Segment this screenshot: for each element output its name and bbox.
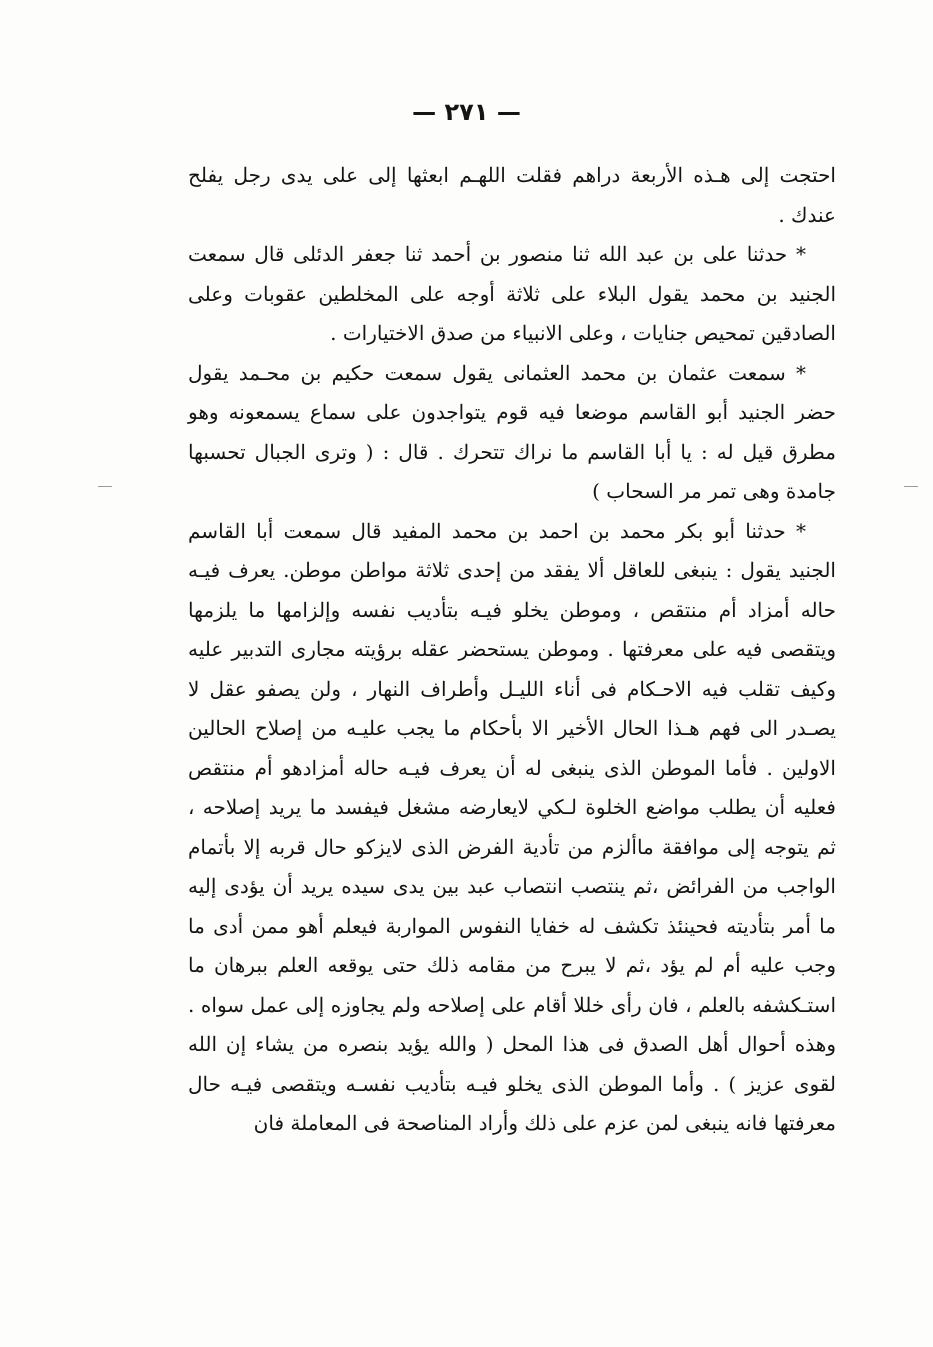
body-text [188,156,836,1144]
paragraph: * سمعت عثمان بن محمد العثمانى يقول سمعت حكيم بن محـمد يقول حضر الجنيد أبو القاسم موضعا فيه قوم يتواجدون على سماع يسمعونه وهو مطرق قيل له : يا أبا القاسم ما نراك تتحرك . قال : ( وترى الجبال تحسبها جامدة وهى تمر مر السحاب ) [188,360,836,503]
scan-mark [98,486,112,487]
page-number: — ٢٧١ — [412,98,521,126]
paragraph: * حدثنا على بن عبد الله ثنا منصور بن أحمد ثنا جعفر الدئلى قال سمعت الجنيد بن محمد يقول البلاء على ثلاثة أوجه على المخلطين عقوبات وعلى الصادقين تمحيص جنايات ، وعلى الانبياء من صدق الاختيارات . [188,242,836,345]
paragraph: * حدثنا أبو بكر محمد بن احمد بن محمد المفيد قال سمعت أبا القاسم الجنيد يقول : ينبغى للعاقل ألا يفقد من إحدى ثلاثة مواطن موطن. يعرف فيـه حاله أمزاد أم منتقص ، وموطن يخلو فيـه بتأديب نفسه وإلزامها ما يلزمها ويتقصى فيه على معرفتها . وموطن يستحضر عقله برؤيته مجارى التدبير عليه وكيف تقلب فيه الاحـكام فى أناء الليـل وأطراف النهار ، ولن يصفو عقل لا يصـدر الى فهم هـذا الحال الأخير الا بأحكام ما يجب عليـه من إصلاح الحالين الاولين . فأما الموطن الذى ينبغى له أن يعرف فيـه حاله أمزادهو أم منتقص فعليه أن يطلب مواضع الخلوة لـكي لايعارضه مشغل فيفسد ما يريد إصلاحه ، ثم يتوجه إلى موافقة ماألزم من تأدية الفرض الذى لايزكو حال قربه إلا بأتمام الواجب من الفرائض ،ثم ينتصب انتصاب عبد بين يدى سيده يريد أن يؤدى إليه ما أمر بتأديته فحينئذ تكشف له خفايا النفوس المواربة فيعلم أهو ممن أدى ما وجب عليه أم لم يؤد ،ثم لا يبرح من مقامه ذلك حتى يوقعه العلم ببرهان ما استـكشفه بالعلم ، فان رأى خللا أقام على إصلاحه ولم يجاوزه إلى عمل سواه . وهذه أحوال أهل الصدق فى هذا المحل ( والله يؤيد بنصره من يشاء إن الله لقوى عزيز ) . وأما الموطن الذى يخلو فيـه بتأديب نفسـه ويتقصى فيـه حال معرفتها فانه ينبغى لمن عزم على ذلك وأراد المناصحة فى المعاملة فان [188,518,836,1135]
paragraph: احتجت إلى هـذه الأربعة دراهم فقلت اللهـم ابعثها إلى على يدى رجل يفلح عندك . [188,163,836,227]
scan-mark [904,486,918,487]
